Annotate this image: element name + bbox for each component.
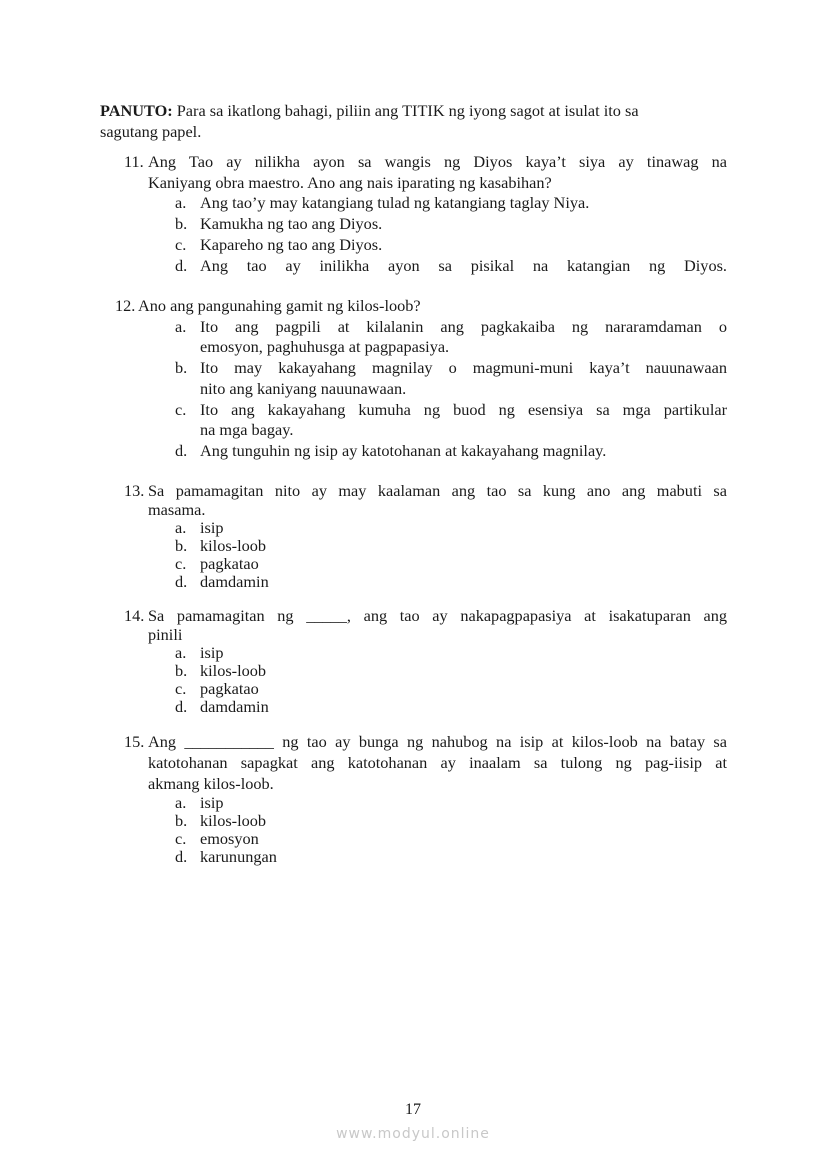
option-d (175, 698, 727, 716)
option-letter: b. (175, 214, 188, 234)
option-text: pagkatao (200, 554, 259, 573)
option-letter: a. (175, 316, 187, 336)
option-letter: d. (175, 255, 188, 275)
question-number: 15. (124, 732, 145, 751)
option-letter: a. (175, 518, 187, 537)
option-text: na mga bagay. (200, 420, 294, 440)
option-c (175, 555, 727, 573)
question-12 (115, 296, 727, 462)
question-14 (124, 607, 727, 716)
option-letter: b. (175, 811, 188, 831)
option-text: isip (200, 518, 224, 537)
question-text: Ang ___________ ng tao ay bunga ng nahubog na isip at kilos-loob na batay sa (148, 732, 727, 751)
option-text: Ito may kakayahang magnilay o magmuni-muni kaya’t nauunawaan (200, 358, 727, 378)
option-text: Ang tao ay inilikha ayon sa pisikal na katangian ng Diyos. (200, 255, 727, 275)
instructions-label: PANUTO: (100, 101, 173, 120)
question-number: 14. (124, 606, 145, 625)
option-letter: d. (175, 847, 188, 867)
option-text: Kapareho ng tao ang Diyos. (200, 234, 383, 254)
option-letter: c. (175, 829, 187, 849)
option-a (175, 794, 727, 812)
option-b (175, 214, 727, 235)
option-text: nito ang kaniyang nauunawaan. (200, 378, 407, 398)
option-letter: c. (175, 679, 187, 698)
option-letter: d. (175, 697, 188, 716)
option-a (175, 193, 727, 214)
option-a (175, 519, 727, 537)
option-d (175, 848, 727, 866)
option-d (175, 573, 727, 591)
option-b (175, 358, 727, 399)
option-letter: a. (175, 643, 187, 662)
question-11 (124, 152, 727, 276)
option-b (175, 662, 727, 680)
option-letter: a. (175, 793, 187, 813)
option-text: Ang tunguhin ng isip ay katotohanan at kakayahang magnilay. (200, 440, 607, 460)
option-c (175, 400, 727, 441)
option-text: damdamin (200, 572, 269, 591)
page-number: 17 (405, 1101, 421, 1118)
option-text: emosyon, paghuhusga at pagpapasiya. (200, 337, 450, 357)
question-number: 12. (115, 296, 136, 315)
option-c (175, 830, 727, 848)
option-text: Ito ang pagpili at kilalanin ang pagkakaiba ng nararamdaman o (200, 316, 727, 336)
option-a (175, 644, 727, 662)
option-text: isip (200, 793, 224, 813)
option-text: kilos-loob (200, 811, 267, 831)
option-a (175, 317, 727, 358)
question-number: 13. (124, 481, 145, 500)
question-text: katotohanan sapagkat ang katotohanan ay inaalam sa tulong ng pag-iisip at (148, 752, 727, 772)
question-number: 11. (124, 152, 144, 171)
option-text: emosyon (200, 829, 259, 849)
question-13 (124, 482, 727, 591)
option-text: Ito ang kakayahang kumuha ng buod ng esensiya sa mga partikular (200, 399, 727, 419)
watermark: www.modyul.online (336, 1126, 490, 1142)
question-text: Ano ang pangunahing gamit ng kilos-loob? (138, 296, 421, 315)
option-text: Ang tao’y may katangiang tulad ng katangiang taglay Niya. (200, 193, 590, 213)
question-text: pinili (148, 624, 183, 644)
option-text: damdamin (200, 697, 269, 716)
option-letter: d. (175, 572, 188, 591)
question-text: Sa pamamagitan nito ay may kaalaman ang tao sa kung ano ang mabuti sa (148, 481, 727, 500)
option-text: pagkatao (200, 679, 259, 698)
option-text: karunungan (200, 847, 277, 867)
question-text: masama. (148, 499, 206, 519)
question-text: akmang kilos-loob. (148, 773, 274, 793)
option-c (175, 235, 727, 256)
option-letter: c. (175, 234, 187, 254)
option-d (175, 441, 727, 462)
option-letter: b. (175, 358, 188, 378)
instructions (100, 100, 727, 142)
option-text: Kamukha ng tao ang Diyos. (200, 214, 383, 234)
instructions-text-2: sagutang papel. (100, 122, 202, 141)
option-letter: b. (175, 536, 188, 555)
option-text: kilos-loob (200, 536, 267, 555)
question-text: Ang Tao ay nilikha ayon sa wangis ng Diyos kaya’t siya ay tinawag na (148, 152, 727, 171)
option-b (175, 537, 727, 555)
option-c (175, 680, 727, 698)
option-letter: c. (175, 554, 187, 573)
question-text: Sa pamamagitan ng _____, ang tao ay nakapagpapasiya at isakatuparan ang (148, 606, 727, 625)
option-b (175, 812, 727, 830)
option-text: isip (200, 643, 224, 662)
instructions-text: Para sa ikatlong bahagi, piliin ang TITIK ng iyong sagot at isulat ito sa (176, 101, 639, 120)
option-letter: c. (175, 399, 187, 419)
option-letter: a. (175, 193, 187, 213)
option-d (175, 256, 727, 277)
question-text: Kaniyang obra maestro. Ano ang nais iparating ng kasabihan? (148, 172, 552, 192)
option-letter: d. (175, 440, 188, 460)
option-letter: b. (175, 661, 188, 680)
question-15 (124, 732, 727, 866)
option-text: kilos-loob (200, 661, 267, 680)
